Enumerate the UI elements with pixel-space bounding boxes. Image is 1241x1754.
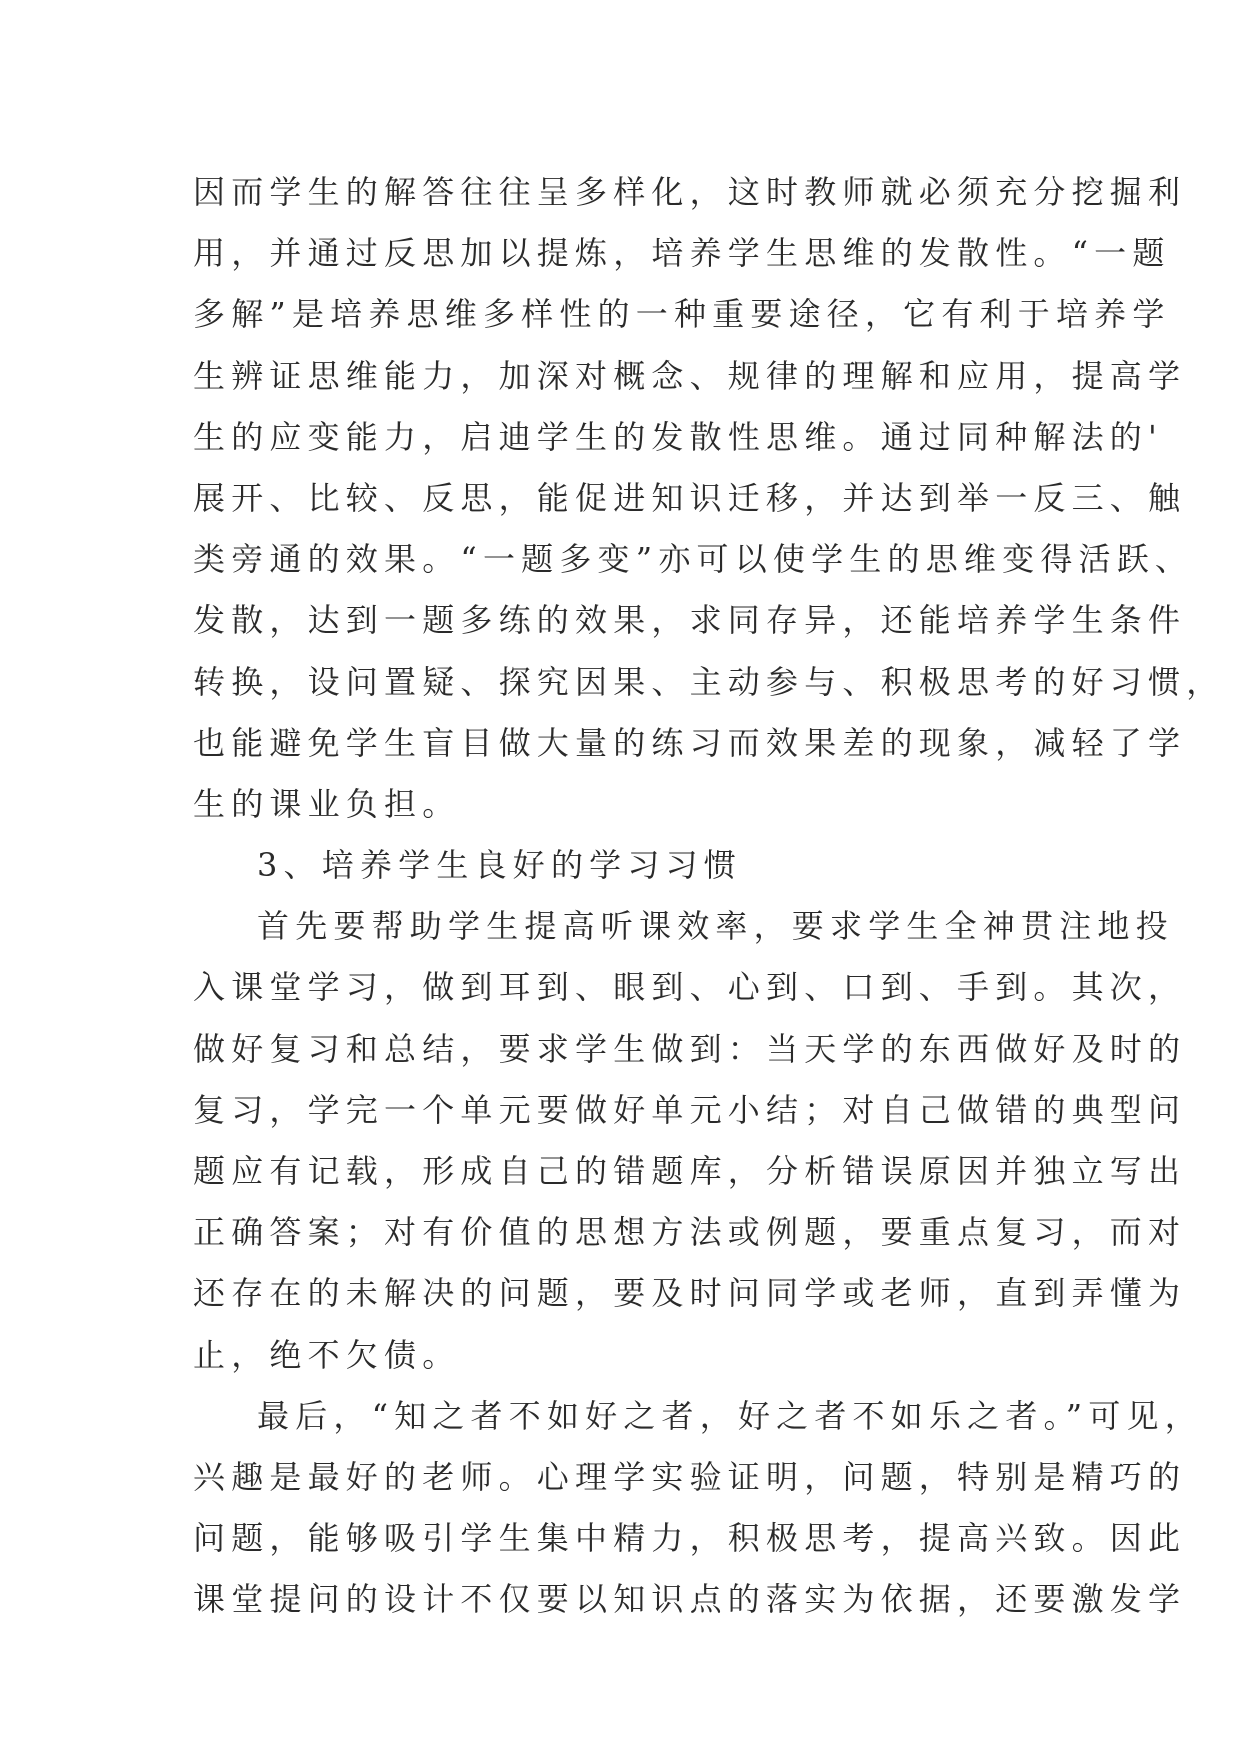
text-line: 止，绝不欠债。 — [193, 1335, 461, 1374]
text-line: 发散，达到一题多练的效果，求同存异，还能培养学生条件 — [193, 601, 1187, 640]
text-line: 首先要帮助学生提高听课效率，要求学生全神贯注地投 — [257, 907, 1174, 946]
text-line: 因而学生的解答往往呈多样化，这时教师就必须充分挖掘利 — [193, 173, 1187, 211]
text-line: 生辨证思维能力，加深对概念、规律的理解和应用，提高学 — [193, 356, 1187, 395]
text-line: 也能避免学生盲目做大量的练习而效果差的现象，减轻了学 — [193, 723, 1187, 762]
text-line: 类旁通的效果。“一题多变”亦可以使学生的思维变得活跃、 — [193, 540, 1194, 579]
section-heading: 3、培养学生良好的学习习惯 — [257, 846, 742, 885]
text-line: 生的应变能力，启迪学生的发散性思维。通过同种解法的' — [193, 417, 1163, 456]
text-line: 多解”是培养思维多样性的一种重要途径，它有利于培养学 — [193, 295, 1171, 334]
text-line: 兴趣是最好的老师。心理学实验证明，问题，特别是精巧的 — [193, 1457, 1187, 1496]
text-line: 入课堂学习，做到耳到、眼到、心到、口到、手到。其次， — [193, 968, 1187, 1007]
text-line: 最后，“知之者不如好之者，好之者不如乐之者。”可见， — [257, 1396, 1203, 1435]
text-line: 问题，能够吸引学生集中精力，积极思考，提高兴致。因此 — [193, 1519, 1187, 1558]
text-line: 转换，设问置疑、探究因果、主动参与、积极思考的好习惯， — [193, 662, 1225, 701]
text-line: 正确答案；对有价值的思想方法或例题，要重点复习，而对 — [193, 1213, 1187, 1252]
text-line: 还存在的未解决的问题，要及时问同学或老师，直到弄懂为 — [193, 1274, 1187, 1313]
text-line: 展开、比较、反思，能促进知识迁移，并达到举一反三、触 — [193, 478, 1187, 517]
text-line: 生的课业负担。 — [193, 784, 461, 823]
text-line: 课堂提问的设计不仅要以知识点的落实为依据，还要激发学 — [193, 1580, 1187, 1619]
text-line: 用，并通过反思加以提炼，培养学生思维的发散性。“一题 — [193, 234, 1171, 273]
text-line: 复习，学完一个单元要做好单元小结；对自己做错的典型问 — [193, 1090, 1187, 1129]
body-text — [193, 162, 1225, 1631]
text-line: 题应有记载，形成自己的错题库，分析错误原因并独立写出 — [193, 1152, 1187, 1190]
text-line: 做好复习和总结，要求学生做到：当天学的东西做好及时的 — [193, 1029, 1187, 1068]
